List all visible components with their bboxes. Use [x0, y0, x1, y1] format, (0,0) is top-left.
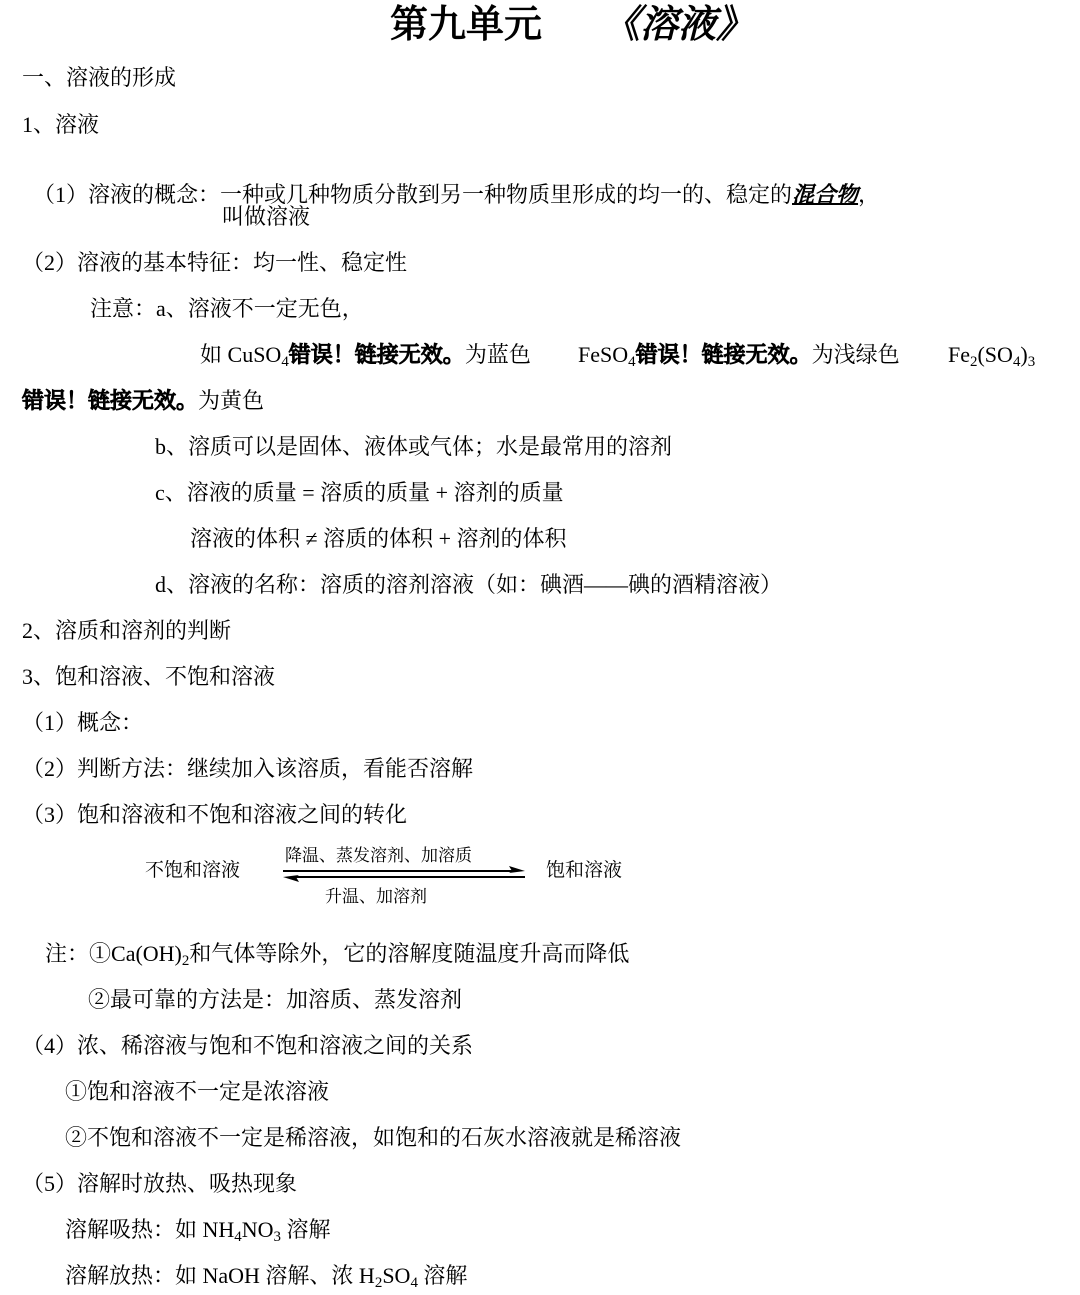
note-1-lead: 注：①: [45, 941, 112, 966]
relation-heading: （4）浓、稀溶液与饱和不饱和溶液之间的关系: [22, 1033, 474, 1058]
saturation-concept: （1）概念：: [22, 710, 144, 735]
title-topic: 《溶液》: [602, 4, 755, 46]
note-1-text: 和气体等除外，它的溶解度随温度升高而降低: [189, 941, 630, 966]
color-example-fe2so43-cont: [22, 389, 264, 413]
fe2so43-part-3: ): [1020, 342, 1028, 367]
h2so4-mid: SO: [382, 1263, 411, 1288]
diagram-forward-label: 降温、蒸发溶剂、加溶质: [285, 846, 472, 865]
endothermic-line: [65, 1217, 331, 1246]
conversion-heading: （3）饱和溶液和不饱和溶液之间的转化: [22, 802, 408, 827]
item-1-heading: 1、溶液: [22, 112, 100, 137]
fe2so43-color: 为黄色: [198, 388, 265, 413]
solution-features: （2）溶液的基本特征：均一性、稳定性: [22, 250, 408, 275]
note-1: [45, 941, 630, 970]
feso4-subscript: 4: [628, 354, 636, 371]
diagram-saturated-label: 饱和溶液: [546, 860, 623, 881]
color-example-fe2so43: [948, 342, 1036, 371]
exothermic-tail: 溶解: [417, 1263, 468, 1288]
item-3-heading: 3、饱和溶液、不饱和溶液: [22, 664, 276, 689]
cuso4-formula: CuSO: [227, 342, 282, 367]
caoh2-formula: Ca(OH): [111, 941, 182, 966]
link-error-text: 错误！链接无效。: [635, 342, 812, 367]
solution-concept-line: [22, 159, 880, 207]
note-c-volume: 溶液的体积 ≠ 溶质的体积 + 溶剂的体积: [190, 526, 567, 551]
nh4no3-mid: NO: [241, 1217, 274, 1242]
item-2-heading: 2、溶质和溶剂的判断: [22, 618, 232, 643]
fe2so43-part-2: (SO: [977, 342, 1013, 367]
nh4no3-sub-1: 4: [234, 1229, 242, 1246]
note-c-mass: c、溶液的质量 = 溶质的质量 + 溶剂的质量: [155, 480, 564, 505]
color-example-feso4: [578, 342, 900, 371]
note-d: d、溶液的名称：溶质的溶剂溶液（如：碘酒——碘的酒精溶液）: [155, 572, 783, 597]
fe2so43-sub-2: 4: [1012, 354, 1021, 371]
note-b: b、溶质可以是固体、液体或气体；水是最常用的溶剂: [155, 434, 673, 459]
heat-heading: （5）溶解时放热、吸热现象: [22, 1171, 298, 1196]
section-heading: 一、溶液的形成: [22, 65, 177, 90]
diagram-unsaturated-label: 不饱和溶液: [145, 860, 241, 881]
backward-arrow: [283, 875, 525, 882]
solution-concept-comma: ，: [858, 182, 881, 207]
link-error-text: 错误！链接无效。: [22, 388, 199, 413]
conversion-arrows: [281, 864, 527, 884]
nh4no3-sub-2: 3: [273, 1229, 282, 1246]
endothermic-tail: 溶解: [281, 1217, 331, 1242]
endothermic-lead: 溶解吸热：如 NH: [65, 1217, 235, 1242]
note-2: ②最可靠的方法是：加溶质、蒸发溶剂: [88, 987, 463, 1012]
fe2so43-part-1: Fe: [948, 342, 970, 367]
h2so4-sub-2: 4: [410, 1275, 418, 1292]
link-error-text: 错误！链接无效。: [288, 342, 465, 367]
caoh2-subscript: 2: [181, 953, 190, 970]
color-example-cuso4: [200, 342, 531, 371]
saturation-method: （2）判断方法：继续加入该溶质，看能否溶解: [22, 756, 474, 781]
note-a: 注意：a、溶液不一定无色，: [90, 296, 364, 321]
h2so4-sub-1: 2: [374, 1275, 383, 1292]
diagram-backward-label: 升温、加溶剂: [325, 887, 427, 906]
exothermic-lead: 溶解放热：如 NaOH 溶解、浓 H: [65, 1263, 375, 1288]
key-term-mixture: 混合物: [792, 182, 859, 207]
color-example-prefix: 如: [200, 342, 228, 367]
solution-concept-tail: 叫做溶液: [222, 204, 311, 229]
title-unit: 第九单元: [390, 4, 543, 46]
fe2so43-sub-1: 2: [970, 354, 978, 371]
fe2so43-sub-3: 3: [1027, 354, 1036, 371]
relation-1: ①饱和溶液不一定是浓溶液: [65, 1079, 330, 1104]
exothermic-line: [65, 1263, 468, 1292]
forward-arrow: [283, 866, 525, 873]
feso4-color: 为浅绿色: [811, 342, 900, 367]
feso4-formula: FeSO: [578, 342, 629, 367]
cuso4-subscript: 4: [281, 354, 289, 371]
cuso4-color: 为蓝色: [464, 342, 531, 367]
relation-2: ②不饱和溶液不一定是稀溶液，如饱和的石灰水溶液就是稀溶液: [65, 1125, 682, 1150]
solution-concept-lead: （1）溶液的概念：一种或几种物质分散到另一种物质里形成的均一的、稳定的: [33, 182, 793, 207]
